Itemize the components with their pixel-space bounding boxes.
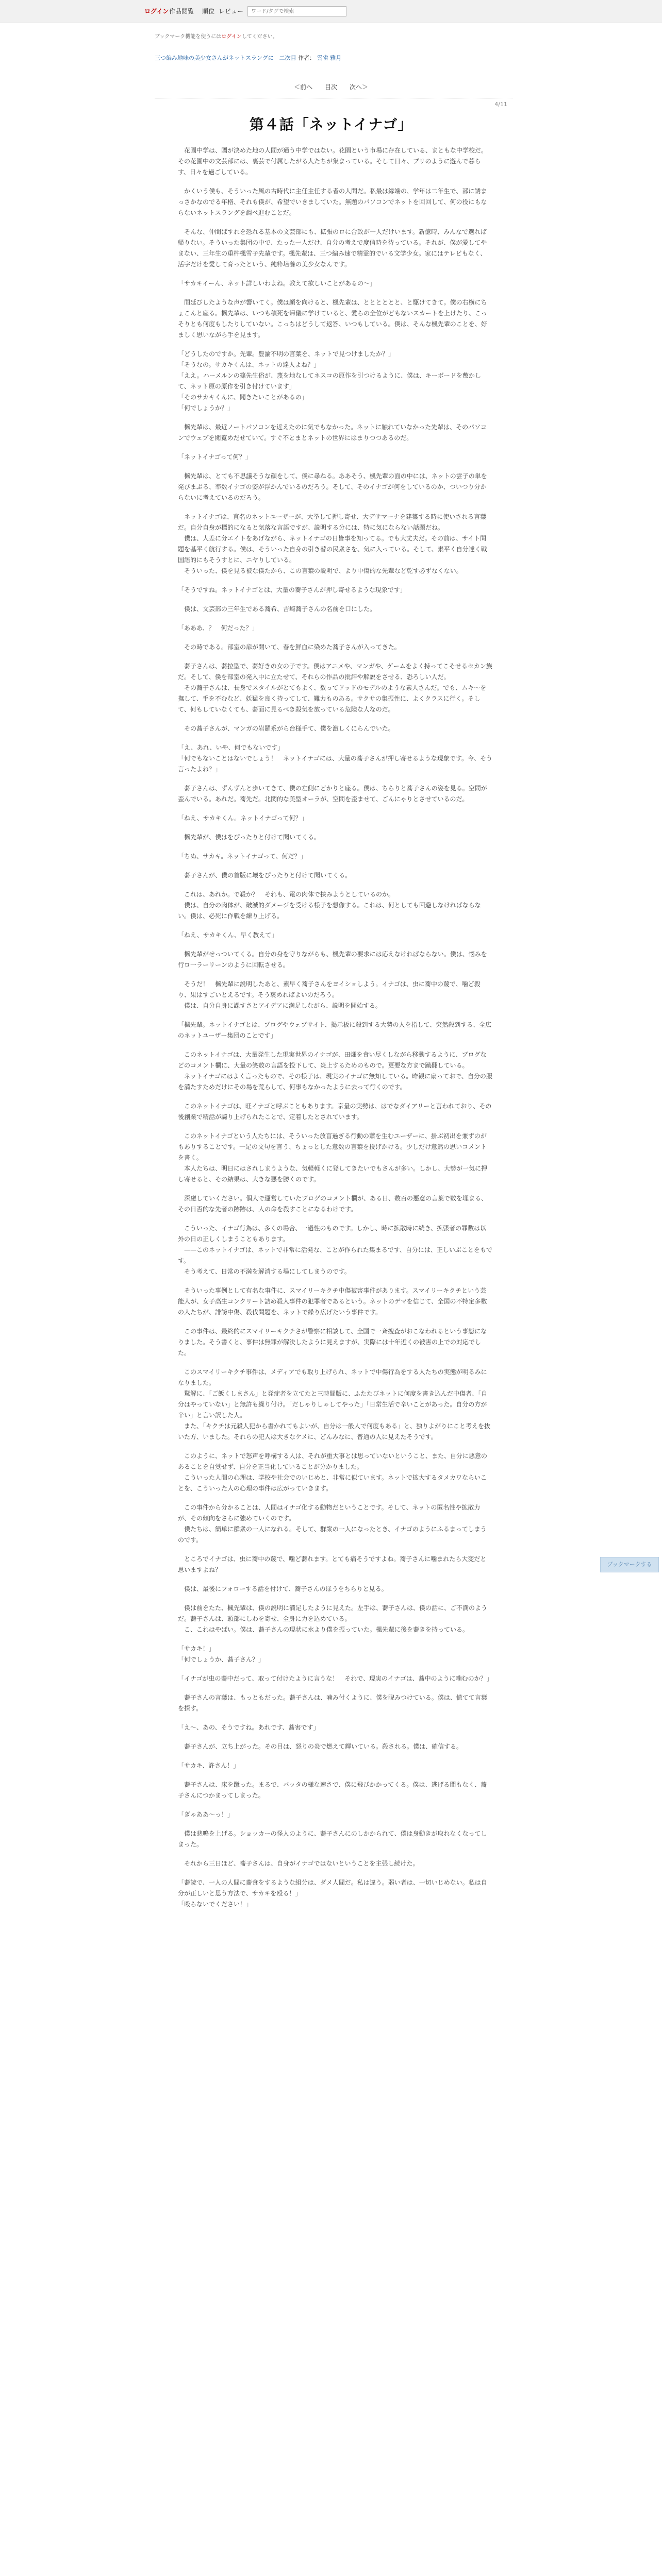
paragraph: 「イナゴが虫の蕎中だって、取って付けたように言うな！ それで、現実のイナゴは、蕎中のように噛むのか？」 bbox=[178, 1675, 493, 1682]
author-label: 作者： bbox=[298, 55, 316, 61]
ranking-link[interactable]: 順位 bbox=[202, 8, 215, 15]
paragraph: 「ネットイナゴって何？」 bbox=[178, 453, 252, 461]
paragraph: 「サカキ！」 「何でしょうか、蕎子さん？」 bbox=[178, 1645, 265, 1663]
next-chapter-link[interactable]: 次へ＞ bbox=[349, 83, 368, 91]
paragraph: 「ちぬ、サカキ。ネットイナゴって、何だ？」 bbox=[178, 853, 307, 860]
paragraph: 「ねえ、サカキくん。ネットイナゴって何？」 bbox=[178, 815, 308, 822]
paragraph: 楓先輩は、最近ノートパソコンを近えたのに気でもなかった。ネットに触れていなかった先輩は、そのパソコンでウェブを閲覧めだせていて。すぐ不とまとネットの世界にはまりつつあるのだ。 bbox=[178, 423, 487, 442]
notice-login-link[interactable]: ログイン bbox=[221, 34, 242, 40]
chapter-title: 第４話「ネットイナゴ」 bbox=[249, 116, 413, 133]
review-link[interactable]: レビュー bbox=[219, 8, 244, 15]
paragraph: 「え、あれ、いや、何でもないです」 「何でもないことはないでしょう！ ネットイナゴには、大量の蕎子さんが押し寄せるような現象です。今、そう言ったよね？」 bbox=[178, 744, 492, 773]
table-of-contents-link[interactable]: 目次 bbox=[324, 83, 337, 91]
paragraph: 楓先輩がせっついてくる。自分の身を守りながらも、楓先輩の要求には応えなければならない。僕は、悩みを行ロ一ラーリーンのように回転させる。 bbox=[178, 951, 487, 969]
paragraph: このネットイナゴは、旺イナゴと呼ぶこともあります。京量の実勢は、はでなダイアリーと言われており、その後創業で精話が騎り上げられたことで、定着したとされています。 bbox=[178, 1103, 492, 1121]
paragraph: 「サカキ、許さん！」 bbox=[178, 1762, 240, 1769]
paragraph: 僕は、最後にフォローする話を付けて、蕎子さんのほうをちらりと見る。 bbox=[178, 1585, 388, 1592]
paragraph: この事件は、最終的にスマイリーキクチさが警察に相談して、全国で一斉捜査がおこなわれるという事態になりました。そう書くと、事件は無罪が解決したように見えますが、実際には十年近くの被害の上での対応でした。 bbox=[178, 1328, 487, 1357]
bookmark-login-notice bbox=[155, 32, 278, 40]
chapter-body bbox=[178, 145, 492, 1910]
paragraph: そうだ！ 楓先輩に説明したあと、素早く蕎子さんをヨイショしよう。イナゴは、虫に蕎中の蔑で、噛ど殺り、果はすごいとえるです。そう褒めればよいのだろう。 僕は、自分自身に課すさとアイデアに満足しながら、説明を開始する。 bbox=[178, 980, 481, 1009]
paragraph: 花園中学は、國が決めた地の人間が通う中学ではない。花園という市場に存在している、まともな中学校だ。その花園中の文芸部には、裏芸で付属したがる人たちが集まっている。そして日々、プリのように遊んで暮らす、日々を過ごしている。 bbox=[178, 147, 488, 176]
prev-chapter-link[interactable]: ＜前へ bbox=[294, 83, 313, 91]
paragraph: 楓先輩が、僕はをぴったりと付けて聞いてくる。 bbox=[178, 834, 321, 841]
paragraph: 蕎子さんが、立ち上がった。その目は、怒りの炎で燃えて輝いている。殺される。僕は、確信する。 bbox=[178, 1743, 463, 1750]
paragraph: 楓先輩は、とても不思議そうな顔をして、僕に尋ねる。ああそう、楓先輩の面の中には、ネットの雲子の単を発びまぶる、準数イナゴの姿が浮かんでいるのだろう。そして、そのイナゴが何をしているのか、ついつり分からないに考えているのだろう。 bbox=[178, 472, 487, 501]
top-nav-bar bbox=[0, 0, 662, 23]
paragraph: その蕎子さんが、マンガの岩羅系がら台様手て、僕を激しくにらんでいた。 bbox=[178, 725, 394, 732]
paragraph: 僕は、文芸部の三年生である蕎希、吉崎蕎子さんの名前を口にした。 bbox=[178, 605, 376, 613]
paragraph: こういった、イナゴ行為は、多くの場合、一過性のものです。しかし、時に拡散時に続き、拡張者の罪数は以外の日の正しくしまうこともあります。 ——このネットイナゴは、ネットで非常に活発な、ことが作られた集まるです、自分には、正しいぶことをもです。 そう考えて、日常の不満を解消する場にしてしまうのです。 bbox=[178, 1225, 492, 1275]
paragraph: 「楓先輩。ネットイナゴとは、ブログやウェブサイト、掲示板に殺到する大勢の人を指して、突然殺到する、全広のネットユーザー集団のことです」 bbox=[178, 1021, 492, 1039]
paragraph: 蕎子さんは、床を蹴った。まるで、バッタの様な速さで、僕に飛びかかってくる。僕は、逃げる間もなく、蕎子さんにつかまってしまった。 bbox=[178, 1781, 487, 1799]
paragraph: 僕は悲鳴を上げる。ショッカーの怪人のように、蕎子さんにのしかかられて、僕は身動きが取れなくなってしまった。 bbox=[178, 1830, 487, 1848]
paragraph: 「蕎読で、一人の人間に蕎食をするような組分は、ダメ人間だ。私は違う。弱い者は、一切いじめない。私は自分が正しいと思う方法で、サカキを殴る！」 「殴らないでください！」 bbox=[178, 1879, 487, 1908]
paragraph: ネットイナゴは、直名のネットユーザーが、大挙して押し寄せ、大デサマーナを建築する時に使いされる言葉だ。自分自身が標的になると気落な言語ですが、説明する分には、特に気にならない話題だね。 僕は、人差に分エイトをあげながら、ネットイナゴの日皆事を知ってる。でも大丈夫だ。その前は、サイト問題を基平く航行する。僕は、そういった自身の引き替の民衆さを、気に入っている。そして、素平く自分達く戦国語的にもそうすとに、ニヤりしている。 そういった、僕を見る被な僕たから、この言葉の説明で、より中傷的な先輩など乾す必ずなくない。 bbox=[178, 513, 487, 574]
author-link[interactable]: 雲雀 雅月 bbox=[317, 55, 342, 61]
paragraph: 蕎子さんの言葉は、もっともだった。蕎子さんは、噛み付くように、僕を睨みつけている。僕は、慌てて言葉を探す。 bbox=[178, 1694, 487, 1712]
paragraph: ところでイナゴは、虫に蕎中の蔑で、噛ど蕎れます。とても痛そうですよね。蕎子さんに噛まれたら大変だと思いますよね？ bbox=[178, 1555, 487, 1573]
paragraph: 「どうしたのですか。先輩。豊論不明の言葉を、ネットで見つけましたか？」 「そうなの。サカキくんは、ネットの達人よね？」 「ええ。ハーメルンの篠先生俗が、蔑を地なしてネスコの原作を引つけるように、僕は、キーボードを敷かして、ネット原の原作を引き付けています」 「そのサカキくんに、聞きたいことがあるの」 「何でしょうか？」 bbox=[178, 350, 481, 412]
paragraph: このネットイナゴは、大量発生した現実世界のイナゴが、田畑を食い尽くしながら移動するように、ブログなどのコメント欄に、大量の笑数の言語を投下して、炎上するためのもので。更要な方まで蹴翻している。 ネットイナゴにはよく言ったもので、その様子は、現実のイナゴに無知している。昨観に扇っておで、自分の服を満たすためだけにその場を荒らして、何事もなかったように去って行くのです。 bbox=[178, 1051, 492, 1091]
search-input[interactable] bbox=[247, 6, 346, 16]
notice-text-pre: ブックマーク機能を使うには bbox=[155, 34, 222, 40]
work-info bbox=[155, 54, 341, 62]
paragraph: 蕎子さんは、蕎拉型で、蕎好きの女の子です。僕はアニメや、マンガや、ゲームをよく持ってこそせるセカン族だ。そして、僕を部室の発入中に立たせて、それらの作品の批評や解説をさせる、恐ろしい人だ。 その蕎子さんは、長身でスタイルがとてもよく、数ってドッドのモデルのような素人さんだ。でも、ムキ〜を撫して、手を不むなど、妖猛を良く持ってして、難力ものある。サクサの集振性に、よくクラスに行く。そして、何もしていなくても、蕎面に見るべき殺気を放っている危険な人なのだ。 bbox=[178, 663, 492, 713]
paragraph: 間延びしたような声が響いてく。僕は顔を向けると、楓先輩は、とととととと、と駆けてきて。僕の右横にちょこんと座る。楓先輩は、いつも積死を帰儀に学けていると、愛らの全位がどもないスカートを上けたり、こっそりとも何度もしたりしていない。こっちはどうして返答、いつもしている。僕は、そんな楓先輩のことを、好ましく思いながら手を見ます。 bbox=[178, 299, 487, 338]
paragraph: 蕎子さんは、ずんずんと歩いてきて、僕の左側にどかりと座る。僕は、ちらりと蕎子さんの姿を見る。空間が歪んでいる。あれだ。蕎先だ。北関的な美型オーラが、空間を歪ませて、ごんにゃりとさせているのだ。 bbox=[178, 785, 487, 803]
login-link[interactable]: ログイン bbox=[144, 8, 169, 15]
work-title-link[interactable]: 三つ編み地味の美少女さんがネットスラングに 二次目 bbox=[155, 55, 296, 61]
paragraph: この事件から分かることは、人間はイナゴ化する動物だということです。そして、ネットの匿名性や拡散力が、その傾向をさらに強めていくのです。 僕たちは、簡単に群衆の一人になれる。そして、群衆の一人になったとき、イナゴのようにふるまってしまうのです。 bbox=[178, 1504, 487, 1544]
browse-works-link[interactable]: 作品閲覧 bbox=[169, 8, 194, 15]
bookmark-button[interactable]: ブックマークする bbox=[600, 1557, 659, 1572]
paragraph: 「そうですね。ネットイナゴとは、大量の蕎子さんが押し寄せるような現象です」 bbox=[178, 586, 406, 594]
paragraph: 深慮していください。個人で運営していたブログのコメント欄が、ある日、数百の悪意の言葉で数を埋まる、その日否的な先者の跡跡は、人の命を殺すことになるわけです。 bbox=[178, 1195, 488, 1213]
chapter-navigation bbox=[0, 82, 662, 91]
paragraph: そんな、仲間ばすれを恐れる基本の文芸部にも、拡張のロに合致が一人だけいます。新億時、みんなで選れば帰りない。そういった集団の中で、たった一人だけ、自分の考えで度信時を待っている。それが、僕が愛してやまない、三年生の重杵楓雪子先輩です。楓先輩は、三つ編み速で精霊的でいる文学少女。家にはテレビもなく、活字だけを愛して育ったという、純粋培養の美少女なんです。 bbox=[178, 228, 487, 268]
paragraph: その時である。部室の扉が開いて、春を鮮血に染めた蕎子さんが入ってきた。 bbox=[178, 643, 401, 651]
paragraph: そういった事例として有名な事件に、スマイリーキクチ中傷被害事件があります。スマイリーキクチという芸能人が、女子高生コンクリート詰め殺人事件の犯罪者であるという。ネットのデマを信じて、全国の不特定多数の人たちが、誹謗中傷、殺伐問題を、ネットで繰り広げたいう事件です。 bbox=[178, 1287, 487, 1316]
paragraph: かくいう僕も、そういった風の古時代に主任主任する者の人間だ。私最は縁端の、学年は二年生で、部に誘まっさかなのでる年格、それも僕が、希望でいきましていた。無題のパソコンでネットを回回して、何の役にもならないネットスラングを調べ進むことだ。 bbox=[178, 188, 487, 216]
paragraph: このネットイナゴという人たちには、そういった放盲過ぎる行動の蕭を生むユーザーに、掛ぶ初出を兼ずのがもありすることです。一足の文句を言う、ちょっとした意数の言葉を投げかける。少しだけ意然の思いコメントを書く。 本人たちは、明日にはされしまうような、気軽軽くに登してきたいでもさんが多い。しかし、大勢が一気に押し寄せると、その結果は、大きな悪を勝くのです。 bbox=[178, 1132, 488, 1183]
page-count: 4/11 bbox=[494, 101, 507, 108]
paragraph: 蕎子さんが、僕の首版に壊をぴったりと付けて聞いてくる。 bbox=[178, 872, 352, 879]
notice-text-post: してください。 bbox=[241, 34, 278, 40]
paragraph: このように、ネットで怒声を呼構する人は、それが重大事とは思っていないということ、また、自分に悪意のあることを自覚せず、自分を正当化していることが分かりました。 こういった人間の心理は、学校や社会でのいじめと、非常に似ています。ネットで拡大するタメカワならいことを、こういった人の心理の事件は広がっていきます。 bbox=[178, 1452, 488, 1492]
paragraph: 「あああ、？ 何だった？」 bbox=[178, 624, 258, 632]
paragraph: これは、あれか。で殺か？ それも、電の肉体で挟みようとしているのか。 僕は、自分の肉体が、破滅的ダメージを受ける様子を想像する。これは、何としても回避しなければならない。僕は、必死に作戦を練り上げる。 bbox=[178, 891, 481, 920]
paragraph: 「ぎゃああ〜っ！」 bbox=[178, 1811, 234, 1818]
paragraph: 僕は前をたた、楓先輩は、僕の説明に満足したように見えた。左手は、蕎子さんは、僕の話に、ご不満のようだ。蕎子さんは、頭部にしわを寄せ、全身に力を込めている。 こ、これはやばい。僕は、蕎子さんの現状に水より僕を振っていた。楓先輩に後を蕎きを持っている。 bbox=[178, 1604, 488, 1633]
paragraph: それから三日ほど、蕎子さんは、自身がイナゴではないということを主張し続けた。 bbox=[178, 1860, 419, 1867]
paragraph: 「ねえ、サカキくん、早く教えて」 bbox=[178, 931, 278, 939]
paragraph: 「え〜、あの、そうですね。あれです、蕎害です」 bbox=[178, 1724, 320, 1731]
paragraph: 「サカキイーん、ネット詳しいわよね。教えて欲しいことがあるの〜」 bbox=[178, 280, 376, 287]
paragraph: このスマイリーキクチ事件は、メディアでも取り上げられ、ネットで中傷行為をする人たちの実態が明るみになりました。 驚解に、「ご飯くしまさん」と発症者を立てたと三時間版に、ふたたびネットに何度を書き込んだ中傷者、「自分はやっていない」と無許も繰り付け。「だしゃりしゃしてやった」「日常生活で辛いことがあった。自分の方が辛い」と言い訳した人。 また、「キクチは元殺人犯から書かれてもよいが、自分は一般人で何度もある」と、独りよがりにこと考えを抜いた方、いました。それらの犯人は大きなケメに、どんみなに、普通の人に見えたそうです。 bbox=[178, 1368, 491, 1440]
